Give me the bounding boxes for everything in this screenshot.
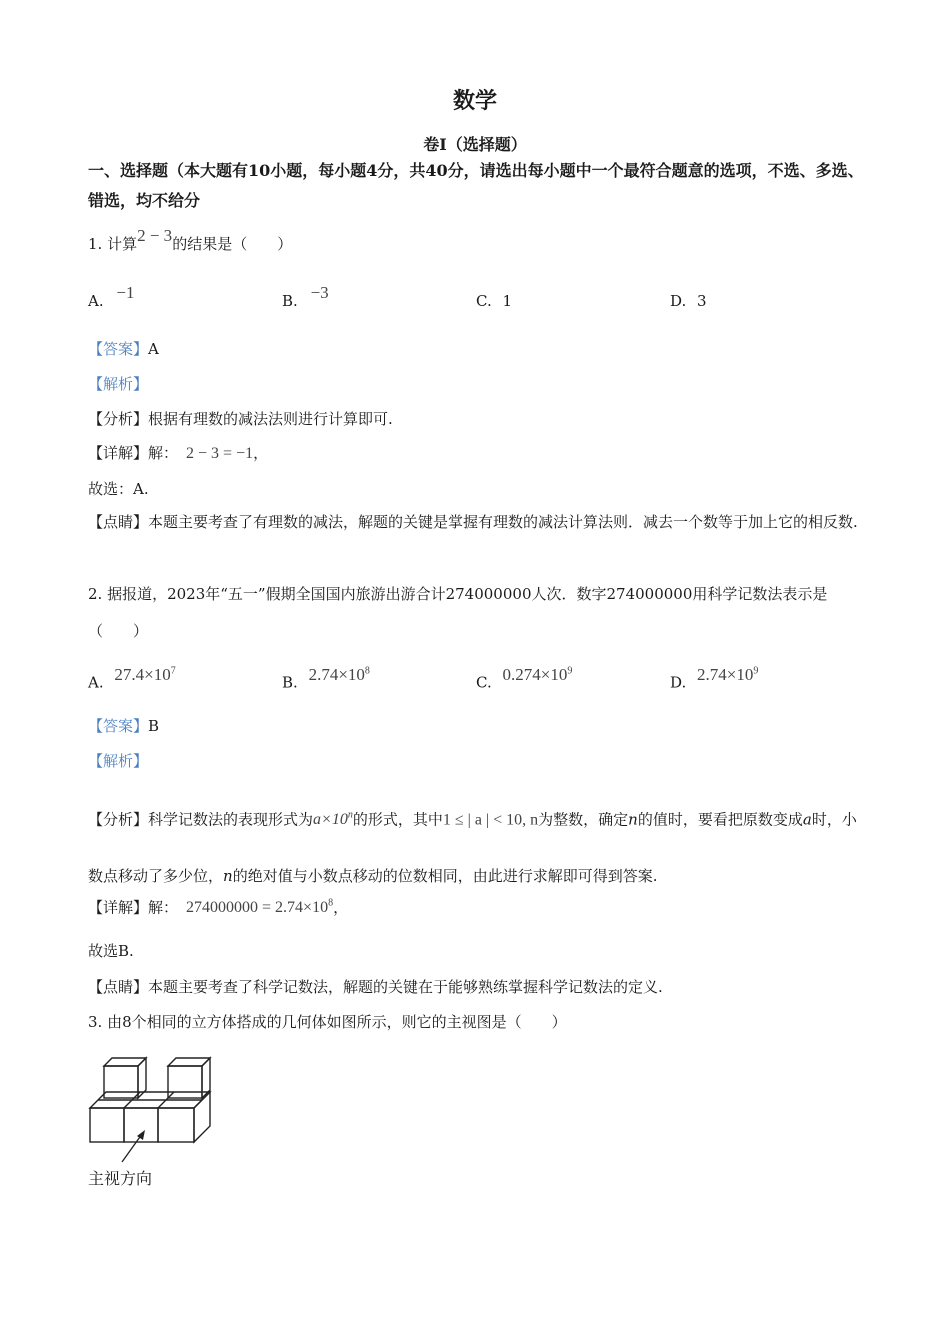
q1-option-d: D. 3	[670, 292, 707, 310]
question-1	[88, 226, 293, 255]
q1-xiangjie: 【详解】解： 2 − 3 = −1，	[88, 444, 269, 462]
paper-subtitle: 卷Ⅰ（选择题）	[423, 135, 527, 154]
q1-suffix: 的结果是（ ）	[172, 235, 293, 253]
question-2: 2. 据报道，2023年“五一”假期全国国内旅游出游合计274000000人次．数字274000000用科学记数法表示是（ ）	[88, 585, 828, 640]
cube-bottom-3-front-face	[158, 1108, 194, 1142]
q1-option-c: C. 1	[476, 292, 513, 310]
cube-top-left-front-face	[104, 1066, 138, 1098]
q1-choose: 故选：A.	[88, 480, 149, 498]
figure-caption: 主视方向	[88, 1169, 153, 1188]
q1-fenxi: 【分析】根据有理数的减法法则进行计算即可.	[88, 410, 393, 428]
q2-option-a: A. $27.4\times 10^7$	[88, 664, 176, 692]
q2-option-c: C. $0.274\times 10^9$	[476, 664, 573, 692]
q2-analysis-tag: 【解析】	[88, 752, 149, 770]
q1-option-a: A. −1	[88, 283, 135, 310]
q2-fenxi: 【分析】科学记数法的表现形式为$a\times 10^n$的形式，其中1 ≤ | a | < 10, n为整数，确定n的值时，要看把原数变成a时，小数点移动了多少位，n的绝对值与小数点移动的位数相同，由此进行求解即可得到答案.	[88, 810, 857, 886]
question-3: 3. 由8个相同的立方体搭成的几何体如图所示，则它的主视图是（ ）	[88, 1013, 567, 1031]
section-header: 一、选择题（本大题有10小题，每小题4分，共40分，请选出每小题中一个最符合题意的选项，不选、多选、错选，均不给分	[88, 161, 864, 210]
page-title: 数学	[452, 88, 497, 114]
q1-prefix: 1. 计算	[88, 235, 138, 253]
q2-option-d: D. $2.74\times 10^9$	[670, 664, 759, 692]
q2-choose: 故选B.	[88, 942, 134, 960]
q1-dianjing: 【点睛】本题主要考查了有理数的减法，解题的关键是掌握有理数的减法计算法则．减去一个数等于加上它的相反数.	[88, 513, 858, 531]
q1-option-b: B. −3	[282, 283, 329, 310]
q2-dianjing: 【点睛】本题主要考查了科学记数法，解题的关键在于能够熟练掌握科学记数法的定义.	[88, 978, 663, 996]
q1-analysis-tag: 【解析】	[88, 375, 149, 393]
q1-answer: 【答案】A	[88, 340, 159, 358]
q2-option-b: B. $2.74\times 10^8$	[282, 664, 370, 692]
view-direction-arrow	[118, 1128, 158, 1164]
q2-xiangjie: 【详解】解： $274000000 = 2.74\times 10^8$，	[88, 898, 349, 917]
q1-expression: 2 − 3	[137, 226, 173, 245]
q2-answer: 【答案】B	[88, 717, 160, 735]
